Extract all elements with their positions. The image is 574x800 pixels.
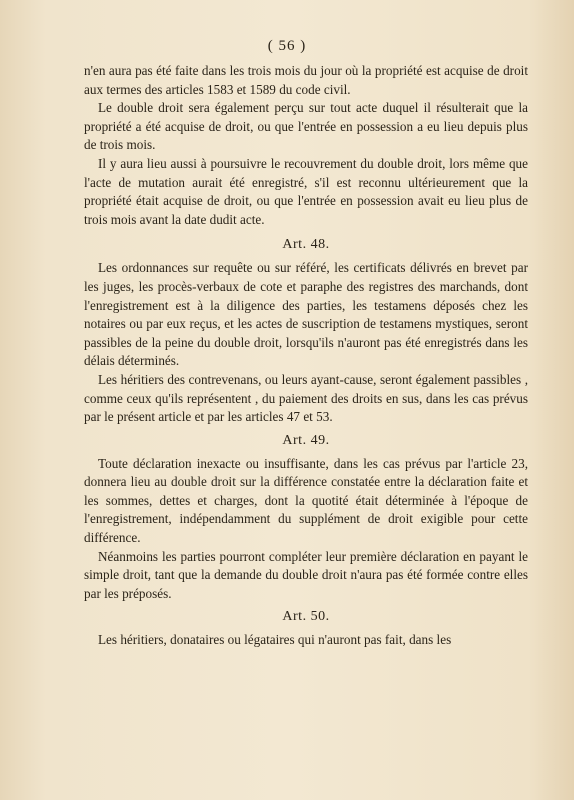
article-heading-50: Art. 50.	[282, 609, 330, 625]
article-heading-49: Art. 49.	[282, 432, 330, 448]
paragraph: n'en aura pas été faite dans les trois mois du jour où la propriété est acquise de droit aux termes des articles 1583 et 1589 du code civil.	[84, 63, 528, 97]
paragraph: Les ordonnances sur requête ou sur référé, les certificats délivrés en brevet par les juges, les procès-verbaux de cote et paraphe des registres des marchands, dont l'enregistrement est à la diligence des parties, les testamens déposés chez les notaires ou par eux reçus, et les actes de suscription de testamens mystiques, seront passibles de la peine du double droit, lorsqu'ils n'auront pas été enregistrés dans les délais déterminés.	[84, 260, 528, 369]
paragraph: Les héritiers des contrevenans, ou leurs ayant-cause, seront également passibles , comme ceux qu'ils représentent , du paiement des droits en sus, dans les cas prévus par le présent article et par les articles 47 et 53.	[84, 371, 528, 425]
paragraph: Néanmoins les parties pourront compléter leur première déclaration en payant le simple droit, tant que la demande du double droit n'aura pas été formée contre elles par les préposés.	[84, 548, 528, 601]
body-text	[84, 62, 528, 650]
paragraph: Il y aura lieu aussi à poursuivre le recouvrement du double droit, lors même que l'acte de mutation aurait été enregistré, s'il est reconnu ultérieurement que la propriété était acquise de droit, ou que l'entrée en possession avait eu lieu plus de trois mois avant la date dudit acte.	[84, 155, 528, 227]
paragraph: Les héritiers, donataires ou légataires qui n'auront pas fait, dans les	[98, 632, 452, 648]
paragraph: Toute déclaration inexacte ou insuffisante, dans les cas prévus par l'article 23, donnera lieu au double droit sur la différence constatée entre la déclaration faite et les sommes, dettes et charges, dont la quotité était déterminée à l'époque de l'enregistrement, indépendamment du supplément de droit exigible pour cette différence.	[84, 455, 528, 546]
paragraph: Le double droit sera également perçu sur tout acte duquel il résulterait que la propriété a été acquise de droit, ou que l'entrée en possession a eu lieu depuis plus de trois mois.	[84, 100, 528, 153]
page-number: ( 56 )	[267, 38, 307, 54]
article-heading-48: Art. 48.	[282, 237, 330, 253]
